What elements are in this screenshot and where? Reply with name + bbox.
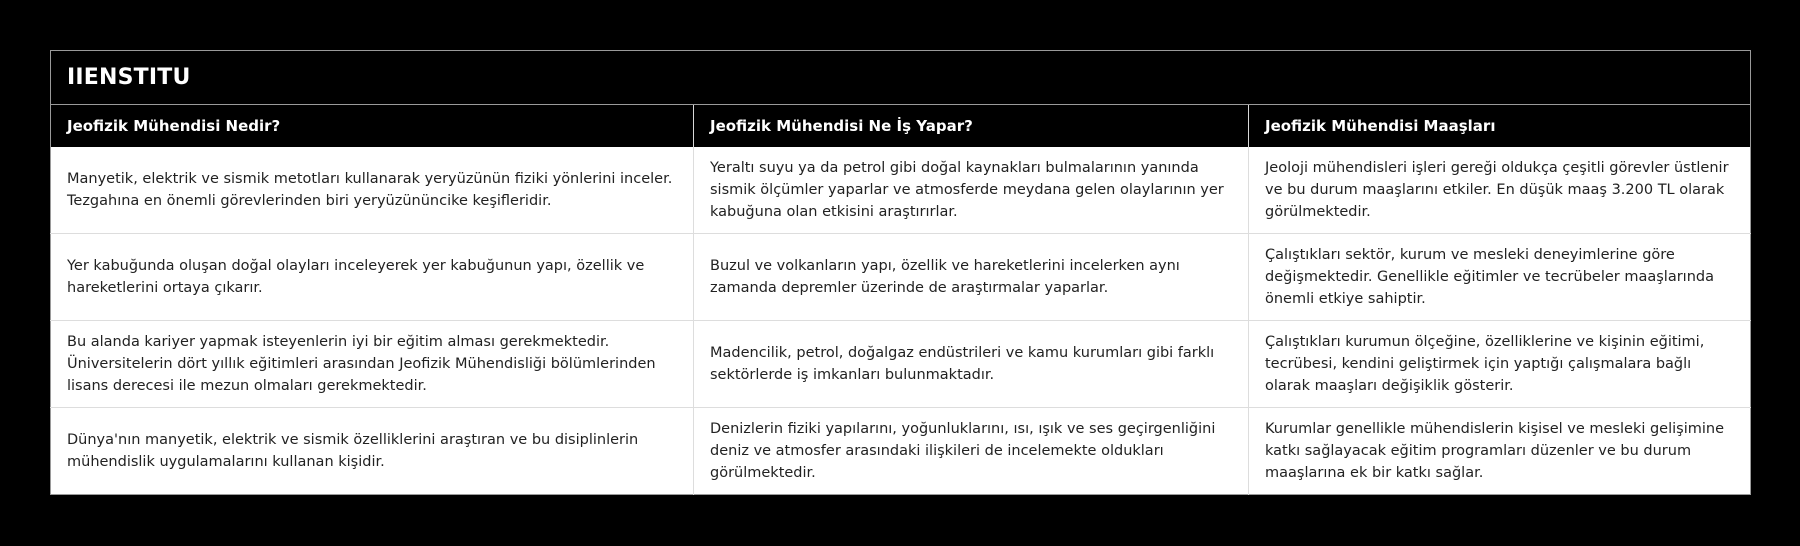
info-table	[50, 50, 1751, 495]
column-header-nedir: Jeofizik Mühendisi Nedir?	[51, 105, 694, 148]
table-cell: Manyetik, elektrik ve sismik metotları kullanarak yeryüzünün fiziki yönlerini inceler. Tezgahına en önemli görevlerinden biri yeryüzününcike keşifleridir.	[51, 147, 694, 234]
table-cell: Jeoloji mühendisleri işleri gereği oldukça çeşitli görevler üstlenir ve bu durum maaşlarını etkiler. En düşük maaş 3.200 TL olarak görülmektedir.	[1249, 147, 1751, 234]
table-cell: Kurumlar genellikle mühendislerin kişisel ve mesleki gelişimine katkı sağlayacak eğitim programları düzenler ve bu durum maaşlarına ek bir katkı sağlar.	[1249, 408, 1751, 495]
table-container	[50, 50, 1750, 495]
table-cell: Çalıştıkları kurumun ölçeğine, özelliklerine ve kişinin eğitimi, tecrübesi, kendini geliştirmek için yaptığı çalışmalara bağlı olarak maaşları değişiklik gösterir.	[1249, 321, 1751, 408]
column-header-maaslari: Jeofizik Mühendisi Maaşları	[1249, 105, 1751, 148]
table-row	[51, 147, 1751, 234]
table-cell: Yer kabuğunda oluşan doğal olayları inceleyerek yer kabuğunun yapı, özellik ve hareketlerini ortaya çıkarır.	[51, 234, 694, 321]
column-header-ne-is-yapar: Jeofizik Mühendisi Ne İş Yapar?	[694, 105, 1249, 148]
table-cell: Denizlerin fiziki yapılarını, yoğunluklarını, ısı, ışık ve ses geçirgenliğini deniz ve atmosfer arasındaki ilişkileri de incelemekte oldukları görülmektedir.	[694, 408, 1249, 495]
table-cell: Buzul ve volkanların yapı, özellik ve hareketlerini incelerken aynı zamanda depremler üzerinde de araştırmalar yaparlar.	[694, 234, 1249, 321]
table-cell: Madencilik, petrol, doğalgaz endüstrileri ve kamu kurumları gibi farklı sektörlerde iş imkanları bulunmaktadır.	[694, 321, 1249, 408]
table-title: IIENSTITU	[51, 51, 1751, 105]
table-cell: Bu alanda kariyer yapmak isteyenlerin iyi bir eğitim alması gerekmektedir. Üniversitelerin dört yıllık eğitimleri arasından Jeofizik Mühendisliği bölümlerinden lisans derecesi ile mezun olmaları gerekmektedir.	[51, 321, 694, 408]
table-row	[51, 321, 1751, 408]
table-cell: Dünya'nın manyetik, elektrik ve sismik özelliklerini araştıran ve bu disiplinlerin mühendislik uygulamalarını kullanan kişidir.	[51, 408, 694, 495]
table-row	[51, 234, 1751, 321]
table-header-row	[51, 105, 1751, 148]
table-title-row	[51, 51, 1751, 105]
table-cell: Yeraltı suyu ya da petrol gibi doğal kaynakları bulmalarının yanında sismik ölçümler yaparlar ve atmosferde meydana gelen olaylarının yer kabuğuna olan etkisini araştırırlar.	[694, 147, 1249, 234]
table-row	[51, 408, 1751, 495]
table-cell: Çalıştıkları sektör, kurum ve mesleki deneyimlerine göre değişmektedir. Genellikle eğitimler ve tecrübeler maaşlarında önemli etkiye sahiptir.	[1249, 234, 1751, 321]
